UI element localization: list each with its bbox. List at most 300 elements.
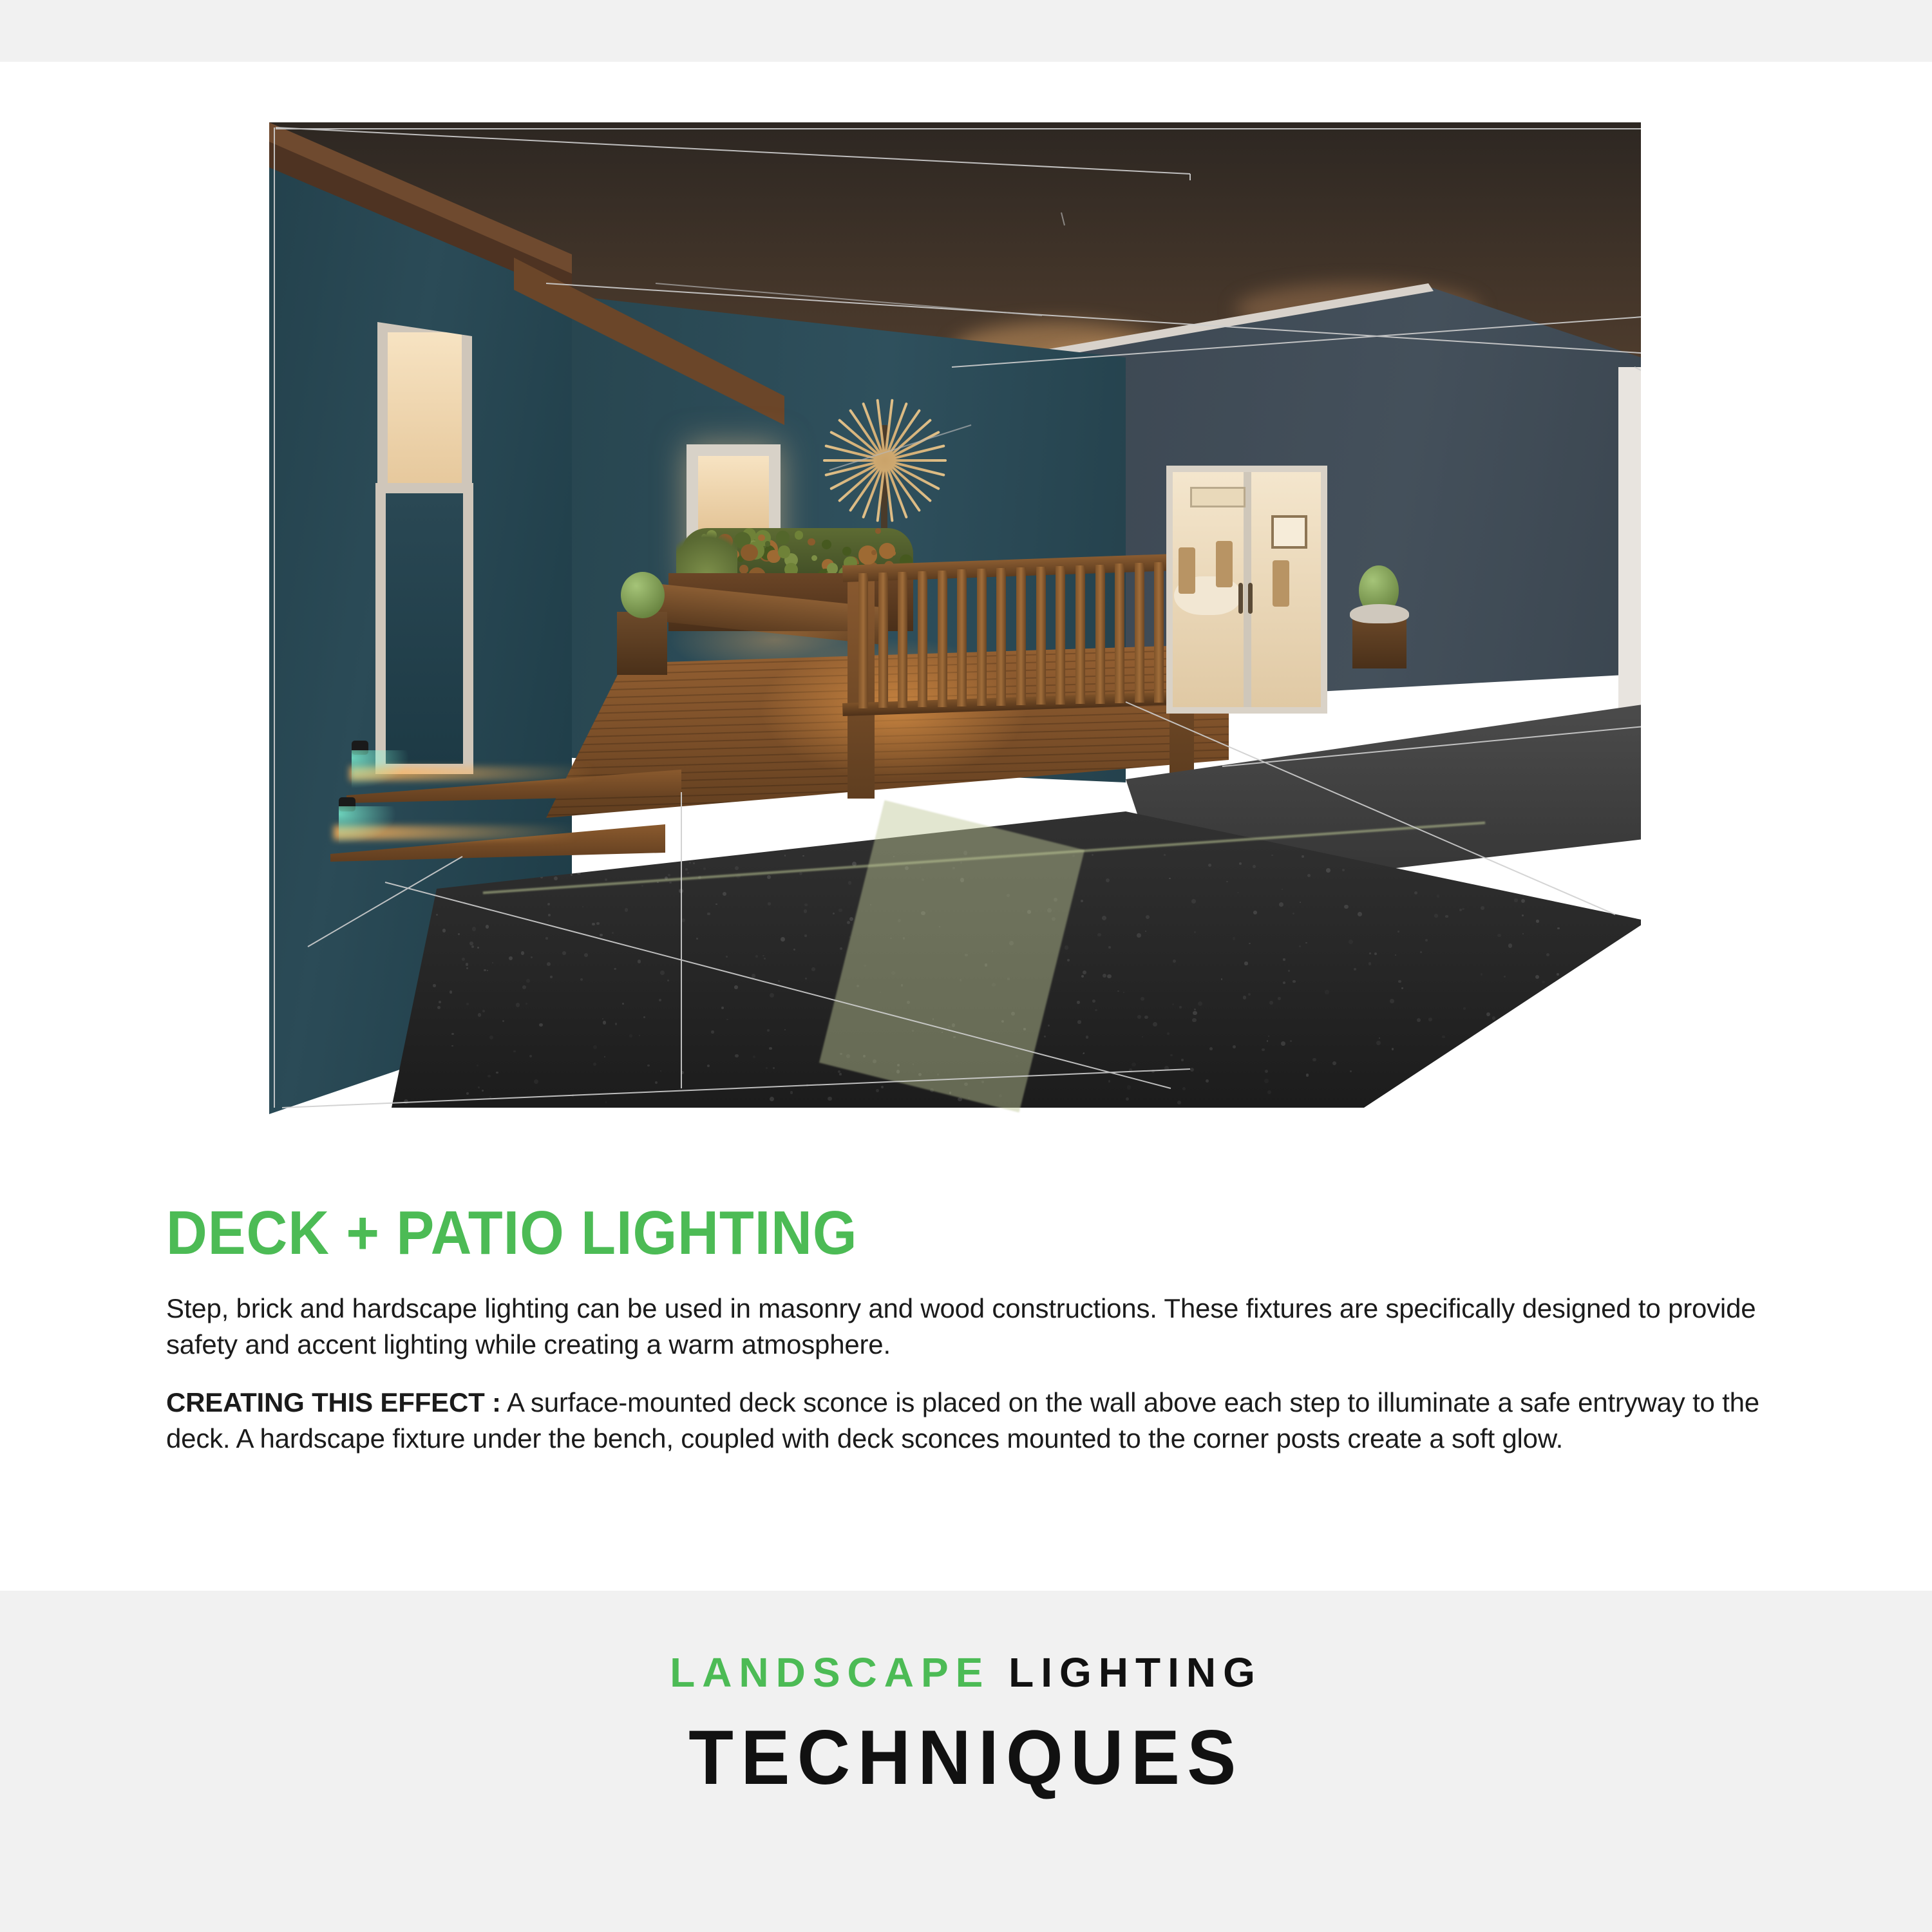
gravel-speck [1542,981,1545,984]
gravel-speck [833,913,835,914]
shrub-foliage [776,531,790,545]
gravel-speck [1501,1083,1503,1085]
gravel-speck [1146,915,1150,919]
gravel-speck [1467,1069,1470,1072]
gravel-speck [1443,1094,1446,1096]
gravel-speck [838,909,842,913]
gravel-speck [625,908,629,912]
gravel-speck [1616,1059,1618,1061]
gravel-speck [1586,1046,1588,1048]
gravel-speck [767,1029,770,1032]
gravel-speck [614,968,615,969]
gravel-speck [1102,916,1106,920]
gravel-speck [1288,970,1290,972]
gravel-speck [547,962,551,966]
gravel-speck [1127,1085,1132,1090]
gravel-speck [1293,980,1296,983]
gravel-speck [840,947,842,950]
shrub-foliage [741,544,757,561]
gravel-speck [1459,909,1462,911]
gravel-speck [1557,973,1558,975]
gravel-speck [802,855,804,857]
gravel-speck [1504,976,1506,978]
gravel-speck [1181,1059,1184,1061]
railing-baluster [977,569,987,706]
gravel-speck [1508,943,1513,948]
gravel-speck [1177,1101,1181,1104]
gravel-speck [1492,1016,1495,1019]
gravel-speck [1481,973,1482,975]
gravel-speck [847,921,850,924]
gravel-speck [1464,1043,1465,1044]
gravel-speck [1194,1009,1196,1010]
page-title: DECK + PATIO LIGHTING [166,1198,858,1267]
gravel-speck [767,875,771,879]
gravel-speck [1535,975,1539,979]
gravel-speck [1141,997,1144,1001]
gravel-speck [1290,1040,1292,1042]
gravel-speck [715,904,717,905]
gravel-speck [726,956,728,958]
gravel-speck [1497,1069,1502,1074]
illustration-deck-patio [269,122,1699,1114]
door-transom [1190,487,1245,507]
gravel-speck [442,929,446,932]
gravel-speck [1265,1070,1268,1073]
gravel-speck [643,1016,645,1018]
gravel-speck [629,1034,632,1037]
gravel-speck [1590,1022,1594,1026]
gravel-speck [394,1090,396,1092]
gravel-speck [1326,868,1331,873]
gravel-speck [735,1054,738,1057]
gravel-speck [1282,889,1283,891]
gravel-speck [799,872,802,875]
gravel-speck [1126,1097,1129,1101]
gravel-speck [600,934,603,937]
gravel-speck [764,958,766,960]
gravel-speck [1358,912,1362,916]
gravel-speck [735,866,739,870]
gravel-speck [1117,990,1119,992]
gravel-speck [1586,986,1589,989]
gravel-speck [1557,927,1559,929]
gravel-speck [1445,915,1448,918]
gravel-speck [828,1097,832,1101]
gravel-speck [1602,1038,1604,1040]
gravel-speck [1095,1009,1097,1012]
gravel-speck [1376,1041,1381,1045]
gravel-speck [1194,931,1196,933]
gravel-speck [1587,883,1589,884]
gravel-speck [602,867,605,870]
gravel-speck [752,974,756,978]
gravel-speck [1132,1063,1135,1066]
gravel-speck [1414,891,1417,895]
gravel-speck [484,969,486,971]
grass-tuft [676,520,737,575]
gravel-speck [669,882,672,884]
gravel-speck [1560,1095,1562,1097]
gravel-speck [1097,933,1101,937]
gravel-speck [1167,1032,1170,1035]
interior-picture [1271,515,1307,549]
gravel-speck [622,1003,624,1005]
gravel-speck [681,1071,684,1074]
gravel-speck [554,876,558,880]
shrub-foliage [765,541,771,547]
gravel-speck [811,967,815,971]
gravel-speck [703,867,706,870]
gravel-speck [1344,905,1349,909]
gravel-speck [466,1092,469,1095]
gravel-speck [1142,1036,1143,1037]
gravel-speck [593,1045,598,1050]
gravel-speck [693,862,695,864]
gravel-speck [502,1020,504,1022]
gravel-speck [1137,933,1141,938]
gravel-speck [1283,958,1285,960]
shrub-foliage [808,538,815,545]
gravel-speck [1379,1037,1380,1039]
gravel-speck [1108,946,1111,949]
gravel-speck [639,1035,640,1036]
railing-baluster [996,568,1006,706]
gravel-speck [1077,1001,1080,1004]
railing-baluster [1095,565,1105,704]
gravel-speck [1559,1056,1563,1060]
gravel-speck [482,1010,485,1012]
gravel-speck [615,1023,617,1025]
gravel-speck [1271,855,1273,856]
gravel-speck [1486,1012,1490,1016]
gravel-speck [1151,1070,1155,1073]
gravel-speck [849,917,853,921]
gravel-speck [1305,942,1307,944]
shrub-foliage [875,528,881,534]
gravel-speck [1262,1048,1265,1052]
gravel-speck [584,953,589,958]
gravel-speck [592,923,595,926]
gravel-speck [1497,934,1501,937]
gravel-speck [1484,1062,1486,1063]
gravel-speck [1249,943,1251,945]
gravel-speck [451,1033,454,1036]
gravel-speck [1536,920,1539,922]
gravel-speck [439,1001,441,1003]
effect-body: A surface-mounted deck sconce is placed on the wall above each step to illuminate a safe entryway to the deck. A hardscape fixture under the bench, coupled with deck sconces mounted to the corner posts create a soft glow. [166,1387,1759,1454]
gravel-speck [466,963,469,966]
gravel-speck [1145,931,1146,932]
gravel-speck [1555,1038,1559,1043]
gravel-speck [486,925,489,929]
gravel-speck [466,1003,469,1005]
gravel-speck [1269,1001,1273,1005]
gravel-speck [1567,867,1571,871]
gravel-speck [458,933,460,935]
gravel-speck [1153,1022,1157,1027]
gravel-speck [1103,974,1106,978]
gravel-speck [1398,980,1401,983]
gravel-speck [596,922,600,925]
gravel-speck [721,1007,724,1009]
gravel-speck [1425,939,1428,942]
gravel-speck [545,937,547,939]
gravel-speck [711,1030,714,1034]
window-left-lower [375,483,473,774]
gravel-speck [1473,1052,1477,1056]
top-band [0,0,1932,62]
gravel-speck [1283,981,1285,984]
gravel-speck [534,1079,538,1084]
sconce-beam-upper [352,750,410,789]
railing-baluster [1016,567,1026,705]
gravel-speck [602,1018,603,1019]
gravel-speck [1226,881,1227,882]
shrub-foliage [827,563,838,574]
gravel-speck [478,1086,480,1088]
gravel-speck [784,855,786,856]
gravel-speck [464,902,466,904]
gravel-speck [1169,878,1170,879]
gravel-speck [489,1096,491,1098]
gravel-speck [324,1097,327,1100]
pot-left [617,612,667,675]
gravel-speck [1129,1068,1133,1072]
gravel-speck [647,1065,649,1066]
gravel-speck [1299,945,1301,947]
gravel-speck [790,1091,793,1094]
gravel-speck [1192,1018,1197,1023]
gravel-speck [1549,997,1551,999]
gravel-speck [707,1065,710,1067]
gravel-speck [539,1023,543,1027]
gravel-speck [1268,1036,1269,1037]
gravel-speck [450,990,453,994]
gravel-speck [571,874,573,876]
gravel-speck [1077,1020,1081,1024]
gravel-speck [1190,1068,1194,1072]
footer-word-landscape: LANDSCAPE [670,1649,990,1696]
effect-paragraph [166,1385,1789,1457]
gravel-speck [1560,1034,1562,1036]
interior-chair [1273,560,1289,607]
gravel-speck [1634,1019,1637,1022]
gravel-speck [478,1013,482,1017]
shrub-foliage [842,547,852,556]
gravel-speck [1325,990,1329,994]
gravel-speck [572,1094,574,1097]
gravel-speck [1306,1074,1309,1076]
gravel-speck [784,1029,786,1030]
gravel-speck [513,1050,516,1053]
gravel-speck [1083,971,1086,974]
railing-baluster [1075,565,1085,705]
gravel-speck [689,862,691,864]
gravel-speck [1481,906,1484,910]
gravel-speck [580,978,583,981]
gravel-speck [605,1101,607,1103]
gravel-speck [1459,1092,1463,1095]
gravel-speck [531,956,533,958]
gravel-speck [1332,1061,1336,1065]
gravel-speck [1107,974,1112,979]
gravel-speck [1456,869,1457,871]
gravel-speck [753,1056,755,1058]
shrub-foliage [879,543,895,559]
railing-baluster [878,573,888,708]
gravel-speck [1349,940,1353,944]
gravel-speck [1106,878,1110,882]
gravel-speck [1621,1012,1624,1014]
gravel-speck [1233,937,1235,940]
gravel-speck [668,874,670,876]
gravel-speck [522,985,526,989]
gravel-speck [641,885,643,887]
gravel-speck [781,937,785,942]
gravel-speck [804,904,808,907]
shrub-foliage [858,545,878,565]
gravel-speck [804,934,806,936]
gravel-speck [1253,911,1257,914]
railing-baluster [938,571,947,707]
gravel-speck [603,1021,607,1025]
gravel-speck [1191,899,1196,904]
gravel-speck [1462,908,1464,910]
shrub-foliage [739,565,748,574]
intro-paragraph: Step, brick and hardscape lighting can be used in masonry and wood constructions. These fixtures are specifically designed to provide safety and accent lighting while creating a warm atmosphere. [166,1293,1756,1359]
gravel-speck [562,951,566,955]
gravel-speck [1182,1087,1186,1090]
gravel-speck [839,1073,842,1075]
gravel-speck [1504,1056,1508,1060]
gravel-speck [1137,1015,1141,1019]
gravel-speck [1173,960,1176,963]
gravel-speck [805,978,807,980]
gravel-speck [1546,953,1550,957]
gravel-speck [773,1067,775,1069]
shrub-foliage [871,550,876,555]
gravel-speck [1293,913,1294,914]
gravel-speck [1267,1040,1268,1041]
gravel-speck [607,858,610,861]
gravel-speck [1428,1018,1432,1021]
gravel-speck [696,938,698,940]
gravel-speck [1307,874,1311,877]
gravel-speck [1253,865,1256,868]
gravel-speck [665,855,669,860]
gravel-speck [1108,1080,1111,1083]
gravel-speck [1514,898,1518,902]
gravel-speck [1443,1056,1445,1059]
gravel-speck [489,1036,493,1039]
gravel-speck [755,955,758,958]
gravel-speck [1502,1086,1504,1088]
gravel-speck [1586,898,1591,903]
gravel-speck [1417,1018,1421,1022]
gravel-speck [762,955,764,956]
gravel-speck [766,1067,768,1069]
gravel-speck [526,979,530,983]
gravel-speck [1606,902,1608,904]
effect-label: CREATING THIS EFFECT : [166,1387,501,1417]
gravel-speck [462,958,465,961]
gravel-speck [1453,1083,1457,1087]
gravel-speck [838,1070,840,1073]
gravel-speck [707,913,710,916]
pot-pebbles [1350,604,1409,623]
gravel-speck [848,881,852,885]
gravel-speck [1179,1006,1181,1008]
gravel-speck [582,906,583,907]
gravel-speck [1369,952,1370,954]
gravel-speck [770,1097,774,1101]
gravel-speck [1430,1084,1434,1088]
gravel-speck [660,1070,661,1072]
gravel-speck [1577,1063,1580,1066]
gravel-speck [655,1081,658,1084]
gravel-speck [482,1090,484,1092]
shrub-foliage [811,555,817,561]
gravel-speck [768,902,771,905]
footer-word-lighting: LIGHTING [1009,1649,1262,1696]
scene [269,122,1641,1114]
gravel-speck [1463,1007,1466,1010]
gravel-speck [1086,1036,1089,1039]
gravel-speck [1209,1047,1213,1050]
gravel-speck [604,1056,605,1057]
gravel-speck [806,1084,808,1086]
footer-line-1 [0,1649,1932,1696]
gravel-speck [1278,997,1282,1001]
gravel-speck [1452,1070,1454,1072]
railing-baluster [858,573,868,708]
gravel-speck [769,1047,772,1050]
gravel-speck [1221,978,1223,980]
interior-chair [1179,547,1195,594]
gravel-speck [679,889,683,893]
gravel-speck [1172,1003,1174,1005]
gravel-speck [548,914,551,916]
gravel-speck [1595,1028,1596,1030]
gravel-speck [1281,1041,1285,1046]
gravel-speck [638,960,641,963]
gravel-speck [1208,864,1211,867]
gravel-speck [1522,933,1524,934]
gravel-speck [477,947,479,949]
gravel-speck [1395,954,1396,956]
gravel-speck [1193,1011,1197,1016]
gravel-speck [492,962,493,963]
gravel-speck [687,872,689,874]
gravel-speck [1170,1054,1172,1056]
railing-baluster [1115,564,1124,703]
gravel-speck [1627,975,1628,976]
gravel-speck [451,1045,453,1046]
railing-baluster [1154,562,1164,703]
gravel-speck [1081,975,1084,978]
gravel-speck [1233,1045,1236,1048]
gravel-speck [1048,1025,1050,1027]
gravel-speck [804,909,807,913]
gravel-speck [1595,1069,1598,1072]
gravel-speck [876,1089,879,1092]
gravel-speck [1244,961,1247,965]
gravel-speck [433,984,435,987]
shrub-foliage [822,540,832,550]
gravel-speck [1267,1090,1271,1094]
gravel-speck [1312,1058,1316,1062]
